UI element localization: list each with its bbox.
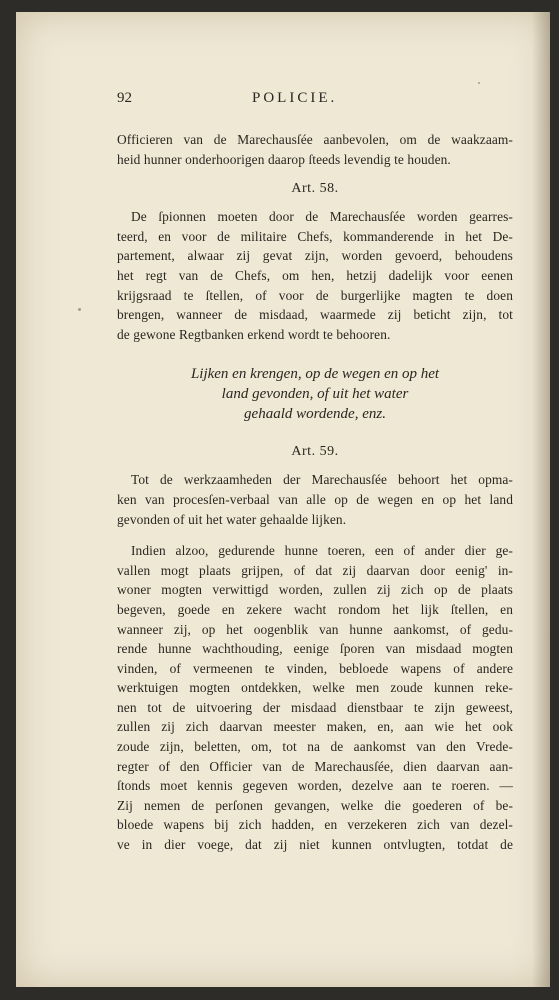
text-line: rende hunne wachthouding, eenige ſporen van misdaad mogten	[117, 641, 513, 657]
paragraph	[117, 207, 513, 344]
text-line: begeven, goede en zekere wacht rondom het lijk ſtellen, en	[117, 601, 513, 617]
paragraph	[117, 130, 513, 169]
section-title-line: gehaald wordende, enz.	[244, 406, 386, 423]
paragraph	[117, 470, 513, 529]
text-line: Tot de werkzaamheden der Marechausſée behoort het opma-	[131, 472, 513, 488]
text-line: zullen zij zich daarvan meester maken, en, aan wie het ook	[117, 719, 513, 735]
text-line: wanneer zij, op het oogenblik van hunne aankomst, of gedu-	[117, 621, 513, 637]
text-line: De ſpionnen moeten door de Marechausſée worden gearres-	[131, 209, 513, 225]
text-line: ſtonds moet kennis gegeven worden, dezelve aan te roeren. —	[117, 778, 513, 794]
text-line: nen tot de uitvoering der misdaad dienstbaar te zijn geweest,	[117, 699, 513, 715]
page-body	[117, 90, 513, 855]
text-line: werktuigen mogten ontdekken, welke men zoude kunnen reke-	[117, 680, 513, 696]
page-edge-shadow	[532, 12, 550, 987]
text-line: zoude zijn, beletten, om, tot na de aankomst van den Vrede-	[117, 739, 513, 755]
text-line: woner mogten verwittigd worden, zullen zij zich op de plaats	[117, 582, 513, 598]
text-line: ve in dier voege, dat zij niet kunnen ontvlugten, totdat de	[117, 837, 513, 853]
text-line: de gewone Regtbanken erkend wordt te behooren.	[117, 326, 391, 342]
text-line: teerd, en voor de militaire Chefs, kommanderende in het De-	[117, 228, 513, 244]
text-line: het regt van de Chefs, om hen, hetzij dadelijk voor eenen	[117, 267, 513, 283]
section-title-line: land gevonden, of uit het water	[221, 386, 409, 403]
text-line: vinden, of vermeenen te vinden, bebloede wapens of andere	[117, 660, 513, 676]
text-line: krijgsraad te ſtellen, of voor de burgerlijke magten te doen	[117, 287, 513, 303]
paragraph	[117, 541, 513, 855]
article-heading: Art. 58.	[291, 181, 339, 197]
page-header	[117, 90, 513, 130]
text-line: partement, alwaar zij gevat zijn, worden gevoerd, behoudens	[117, 248, 513, 264]
text-line: gevonden of uit het water gehaalde lijken.	[117, 511, 347, 527]
book-page	[16, 12, 550, 987]
running-title: POLICIE.	[252, 90, 338, 106]
text-line: ken van procesſen-verbaal van alle op de wegen en op het land	[117, 491, 513, 507]
text-line: vallen mogt plaats grijpen, of dat zij daarvan door eenig' in-	[117, 562, 513, 578]
text-line: heid hunner onderhoorigen daarop ſteeds levendig te houden.	[117, 151, 451, 167]
text-line: brengen, wanneer de misdaad, waarmede zij beticht zijn, tot	[117, 307, 513, 323]
text-line: bloede wapens bij zich hadden, en verzekeren zich van dezel-	[117, 817, 513, 833]
page-number: 92	[117, 90, 132, 106]
text-line: Indien alzoo, gedurende hunne toeren, een of ander dier ge-	[131, 543, 513, 559]
article-heading: Art. 59.	[291, 444, 339, 460]
section-title	[117, 364, 513, 424]
text-line: regter of den Officier van de Marechausſée, dien daarvan aan-	[117, 758, 513, 774]
section-title-line: Lijken en krengen, op de wegen en op het	[190, 366, 440, 383]
content-blocks	[117, 130, 513, 855]
ink-speck	[478, 82, 480, 84]
paragraph-gap	[117, 529, 513, 541]
ink-speck	[78, 308, 81, 311]
text-line: Officieren van de Marechausſée aanbevolen, om de waakzaam-	[117, 132, 513, 147]
text-line: Zij nemen de perſonen gevangen, welke die goederen of be-	[117, 797, 513, 813]
